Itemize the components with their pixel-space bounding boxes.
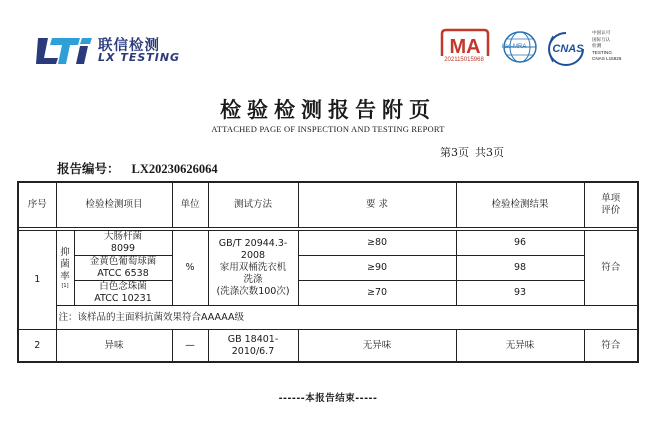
header-item: 检验检测项目: [56, 182, 172, 228]
row1-category-note: [1]: [61, 283, 69, 289]
results-table: [17, 181, 639, 363]
row1-requirement: ≥90: [298, 256, 456, 281]
row2-unit: —: [172, 330, 208, 363]
cnas-label: CNAS: [552, 43, 584, 55]
row1-requirement: ≥70: [298, 281, 456, 306]
row2-item: 异味: [56, 330, 172, 363]
row1-method-line: 洗涤: [243, 274, 263, 285]
row2-seq: 2: [18, 330, 56, 363]
row1-category-char: 菌: [60, 259, 70, 270]
header-method: 测试方法: [208, 182, 298, 228]
cnas-side-line: 中国认可: [592, 30, 611, 35]
row2-evaluation: 符合: [584, 330, 638, 363]
header-evaluation-line2: 评价: [601, 205, 621, 216]
cnas-side-text: [592, 30, 621, 63]
row1-evaluation: 符合: [584, 231, 638, 306]
ma-label: MA: [449, 36, 481, 58]
row1-method: [208, 231, 298, 306]
row2-method: GB 18401-2010/6.7: [208, 330, 298, 363]
header-seq: 序号: [18, 182, 56, 228]
row1-subitem: [74, 231, 172, 256]
row2-requirement: 无异味: [298, 330, 456, 363]
row1-subitem: [74, 281, 172, 306]
ma-certification-icon: [438, 28, 492, 58]
table-row: [18, 281, 638, 306]
subitem-name: 大肠杆菌: [104, 231, 143, 242]
page-total: 共3页: [475, 146, 504, 159]
row1-category-char: 抑: [60, 247, 70, 258]
cnas-icon: [543, 30, 589, 68]
header-result: 检验检测结果: [456, 182, 584, 228]
row1-category: [56, 231, 74, 306]
row1-result: 93: [456, 281, 584, 306]
header-requirement: 要 求: [298, 182, 456, 228]
subitem-code: ATCC 10231: [94, 293, 152, 304]
page-current: 第3页: [440, 146, 469, 159]
table-row: [18, 330, 638, 363]
table-row: [18, 231, 638, 256]
table-note-row: [18, 306, 638, 330]
header-unit: 单位: [172, 182, 208, 228]
header-evaluation-line1: 单项: [601, 193, 621, 204]
subitem-code: ATCC 6538: [97, 268, 149, 279]
company-name-cn: 联信检测: [98, 38, 160, 54]
row1-unit: %: [172, 231, 208, 306]
row1-method-line: (洗涤次数100次): [216, 286, 290, 297]
page-title: 检验检测报告附页: [220, 97, 436, 122]
header-evaluation: [584, 182, 638, 228]
row1-subitem: [74, 256, 172, 281]
report-number-label: 报告编号：: [57, 161, 120, 176]
row1-method-line: GB/T 20944.3-2008: [218, 238, 288, 261]
row1-result: 96: [456, 231, 584, 256]
table-row: [18, 256, 638, 281]
table-header-row: [18, 182, 638, 228]
report-number: [57, 159, 218, 177]
row1-requirement: ≥80: [298, 231, 456, 256]
cnas-side-line: TESTING: [592, 49, 612, 55]
row1-note: 注：该样品的主面料抗菌效果符合AAAAA级: [56, 306, 638, 330]
subitem-code: 8099: [110, 243, 136, 254]
subitem-name: 白色念珠菌: [99, 281, 147, 292]
cnas-side-line: 国际互认: [592, 36, 611, 42]
lti-logo-icon: [34, 34, 96, 68]
company-name-en: LX TESTING: [98, 51, 181, 64]
page-info: [440, 144, 510, 160]
subitem-name: 金黄色葡萄球菌: [89, 256, 157, 267]
row1-result: 98: [456, 256, 584, 281]
report-number-value: LX20230626064: [131, 162, 218, 176]
row1-method-line: 家用双桶洗衣机: [219, 262, 287, 273]
ma-number: 202115015968: [444, 57, 484, 63]
cnas-side-line: 检测: [592, 43, 602, 49]
row2-result: 无异味: [456, 330, 584, 363]
cnas-side-line: CNAS L15926: [592, 56, 622, 62]
ilac-mra-label: ilac-MRA: [502, 44, 527, 50]
row1-seq: 1: [18, 231, 56, 330]
page-subtitle: ATTACHED PAGE OF INSPECTION AND TESTING REPORT: [211, 124, 445, 134]
row1-category-char: 率: [60, 271, 70, 282]
report-end: ------本报告结束-----: [278, 393, 378, 404]
